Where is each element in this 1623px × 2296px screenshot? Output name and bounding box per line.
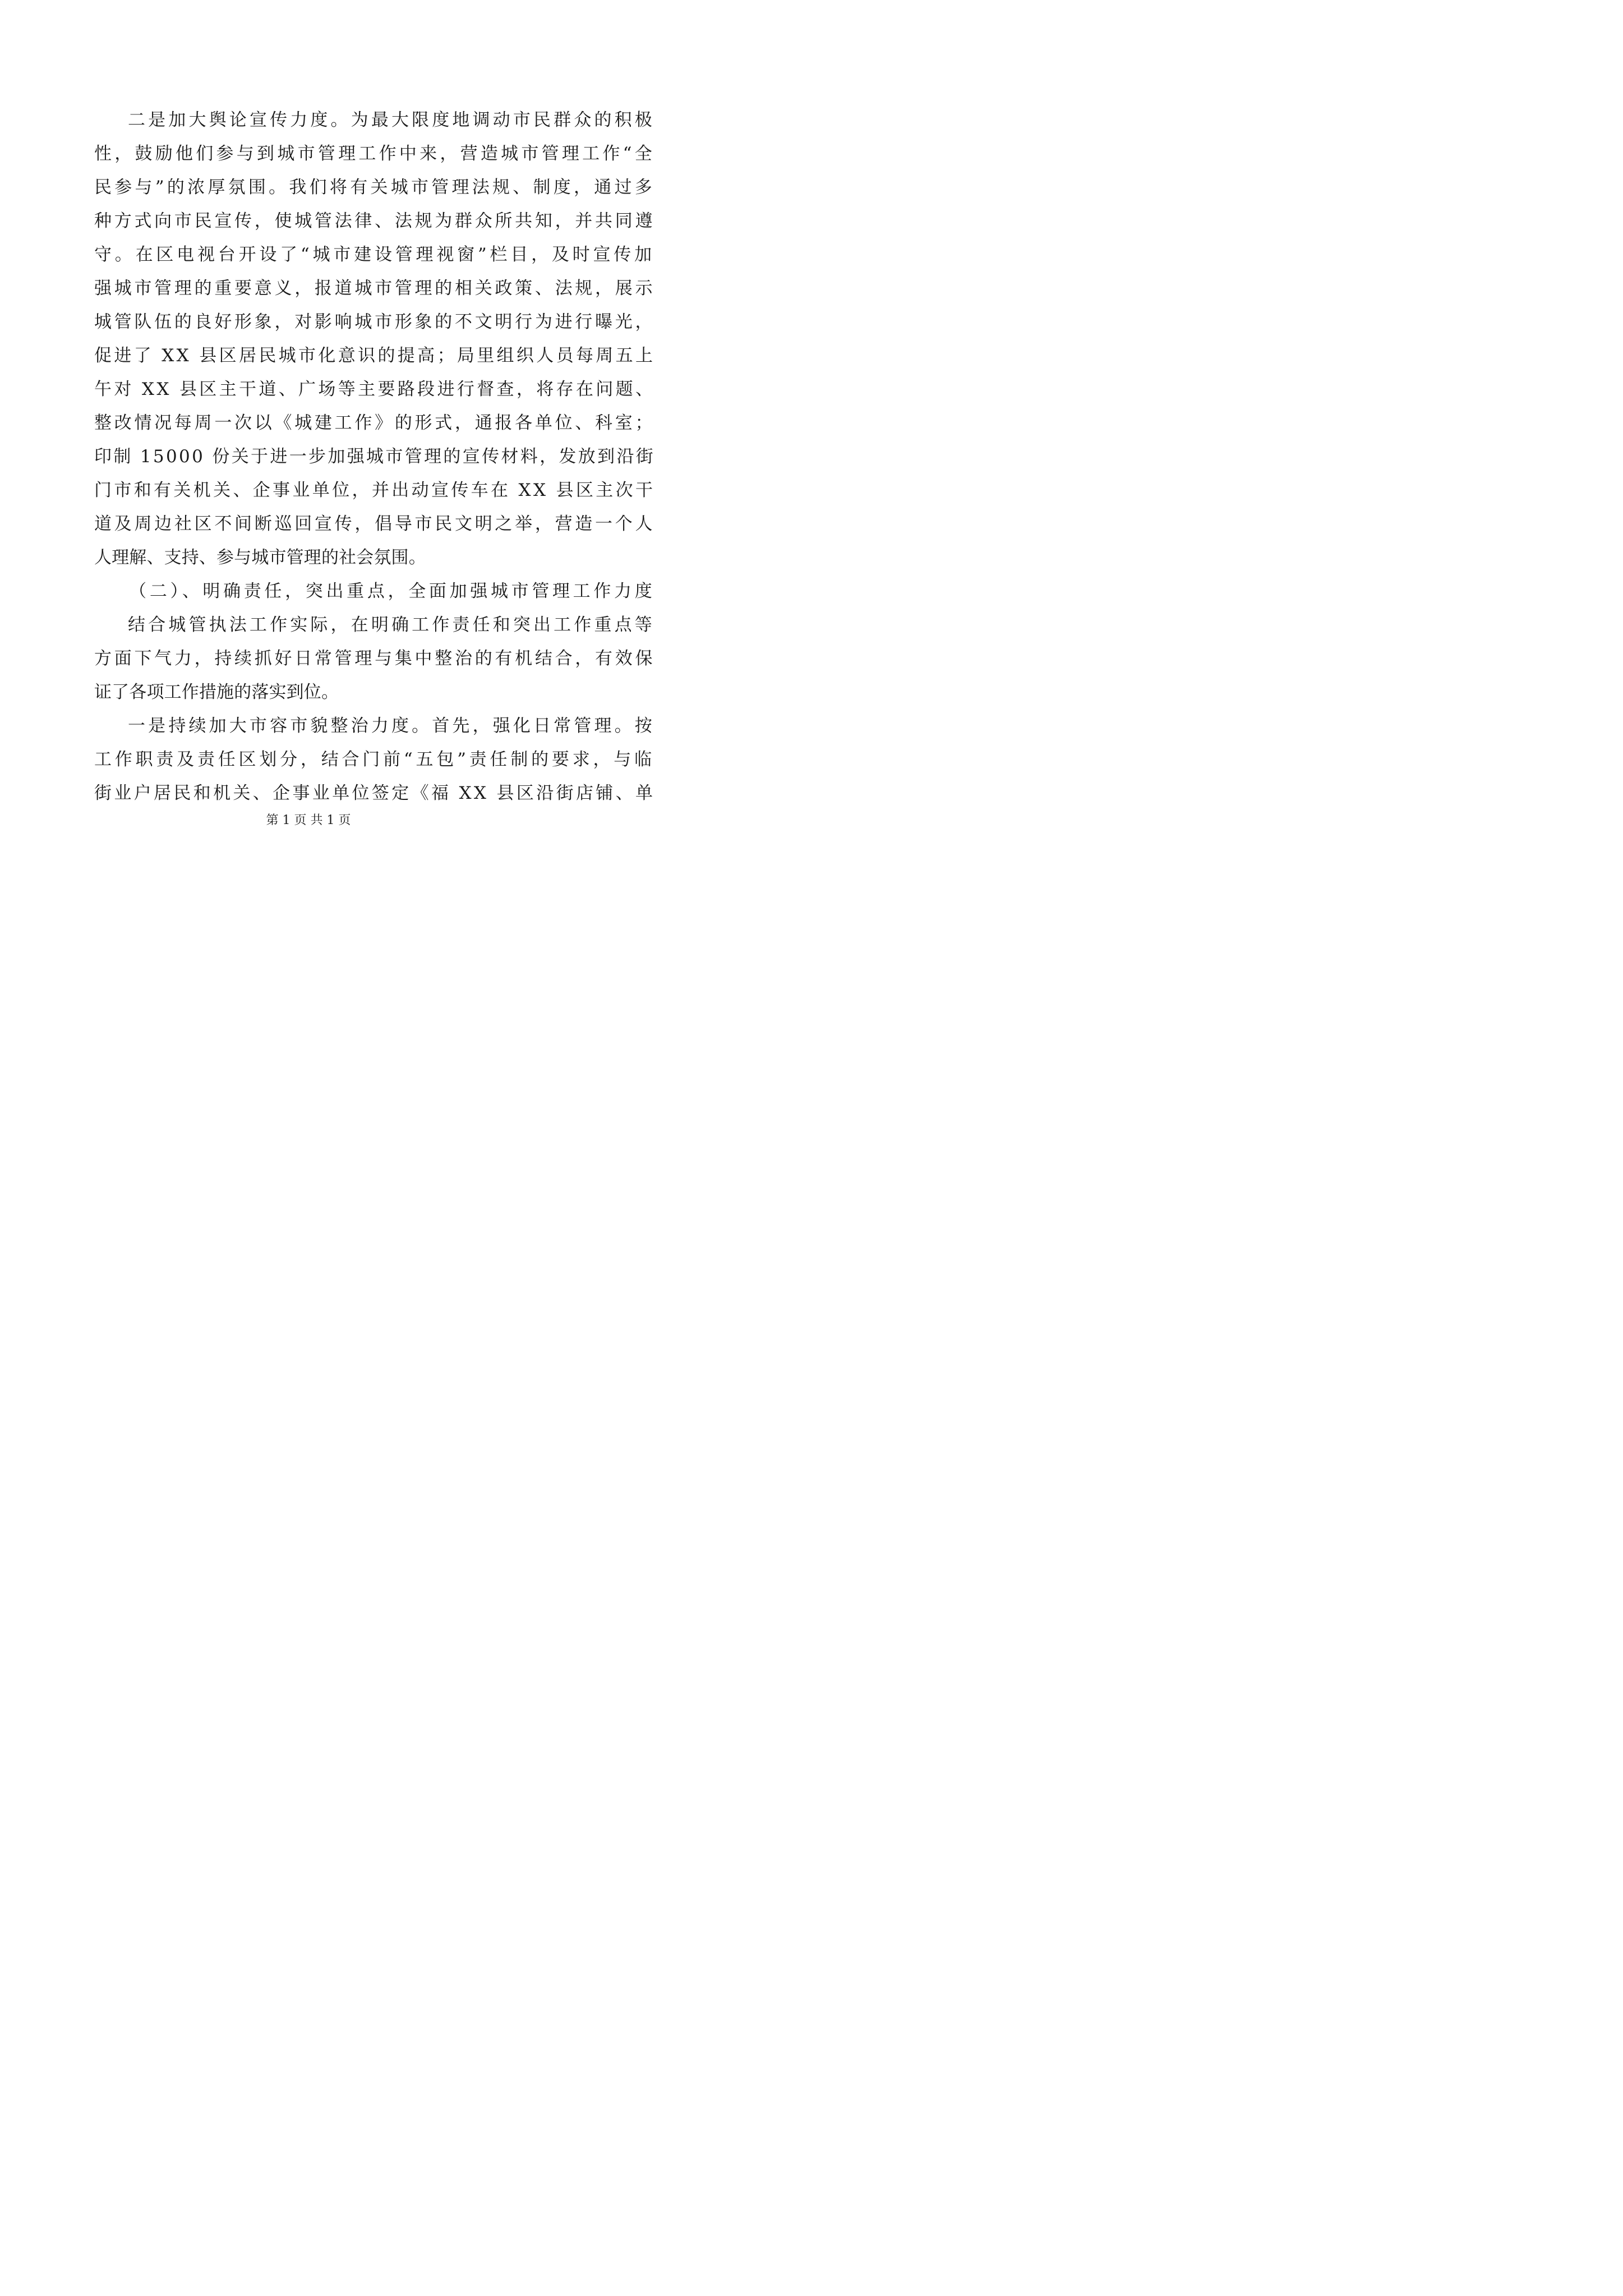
paragraph-line: 结合城管执法工作实际，在明确工作责任和突出工作重点等 (94, 615, 655, 635)
paragraph-line: 道及周边社区不间断巡回宣传，倡导市民文明之举，营造一个人 (94, 514, 656, 534)
paragraph-line: 午对 XX 县区主干道、广场等主要路段进行督查，将存在问题、 (94, 379, 656, 399)
paragraph-line: 种方式向市民宣传，使城管法律、法规为群众所共知，并共同遵 (94, 211, 656, 231)
paragraph-line: 证了各项工作措施的落实到位。 (94, 682, 339, 702)
paragraph-line: 印制 15000 份关于进一步加强城市管理的宣传材料，发放到沿街 (94, 447, 656, 467)
paragraph-line: 强城市管理的重要意义，报道城市管理的相关政策、法规，展示 (94, 278, 656, 298)
paragraph-line: 民参与”的浓厚氛围。我们将有关城市管理法规、制度，通过多 (94, 177, 656, 197)
section-heading: （二）、明确责任，突出重点，全面加强城市管理工作力度 (94, 581, 656, 601)
paragraph-line: 工作职责及责任区划分，结合门前“五包”责任制的要求，与临 (94, 749, 655, 770)
paragraph-line: 城管队伍的良好形象，对影响城市形象的不文明行为进行曝光， (94, 312, 656, 332)
paragraph-line: 促进了 XX 县区居民城市化意识的提高；局里组织人员每周五上 (94, 346, 656, 366)
paragraph-line: 守。在区电视台开设了“城市建设管理视窗”栏目，及时宣传加 (94, 245, 655, 265)
paragraph-line: 性，鼓励他们参与到城市管理工作中来，营造城市管理工作“全 (94, 144, 656, 164)
page-footer: 第 1 页 共 1 页 (266, 813, 351, 827)
paragraph-line: 门市和有关机关、企事业单位，并出动宣传车在 XX 县区主次干 (94, 480, 656, 500)
paragraph-line: 人理解、支持、参与城市管理的社会氛围。 (94, 547, 426, 568)
paragraph-line: 一是持续加大市容市貌整治力度。首先，强化日常管理。按 (94, 716, 655, 736)
paragraph-line: 方面下气力，持续抓好日常管理与集中整治的有机结合，有效保 (94, 648, 656, 669)
paragraph-line: 二是加大舆论宣传力度。为最大限度地调动市民群众的积极 (94, 110, 655, 130)
paragraph-line: 街业户居民和机关、企事业单位签定《福 XX 县区沿街店铺、单 (94, 783, 656, 803)
paragraph-line: 整改情况每周一次以《城建工作》的形式，通报各单位、科室； (94, 413, 656, 433)
